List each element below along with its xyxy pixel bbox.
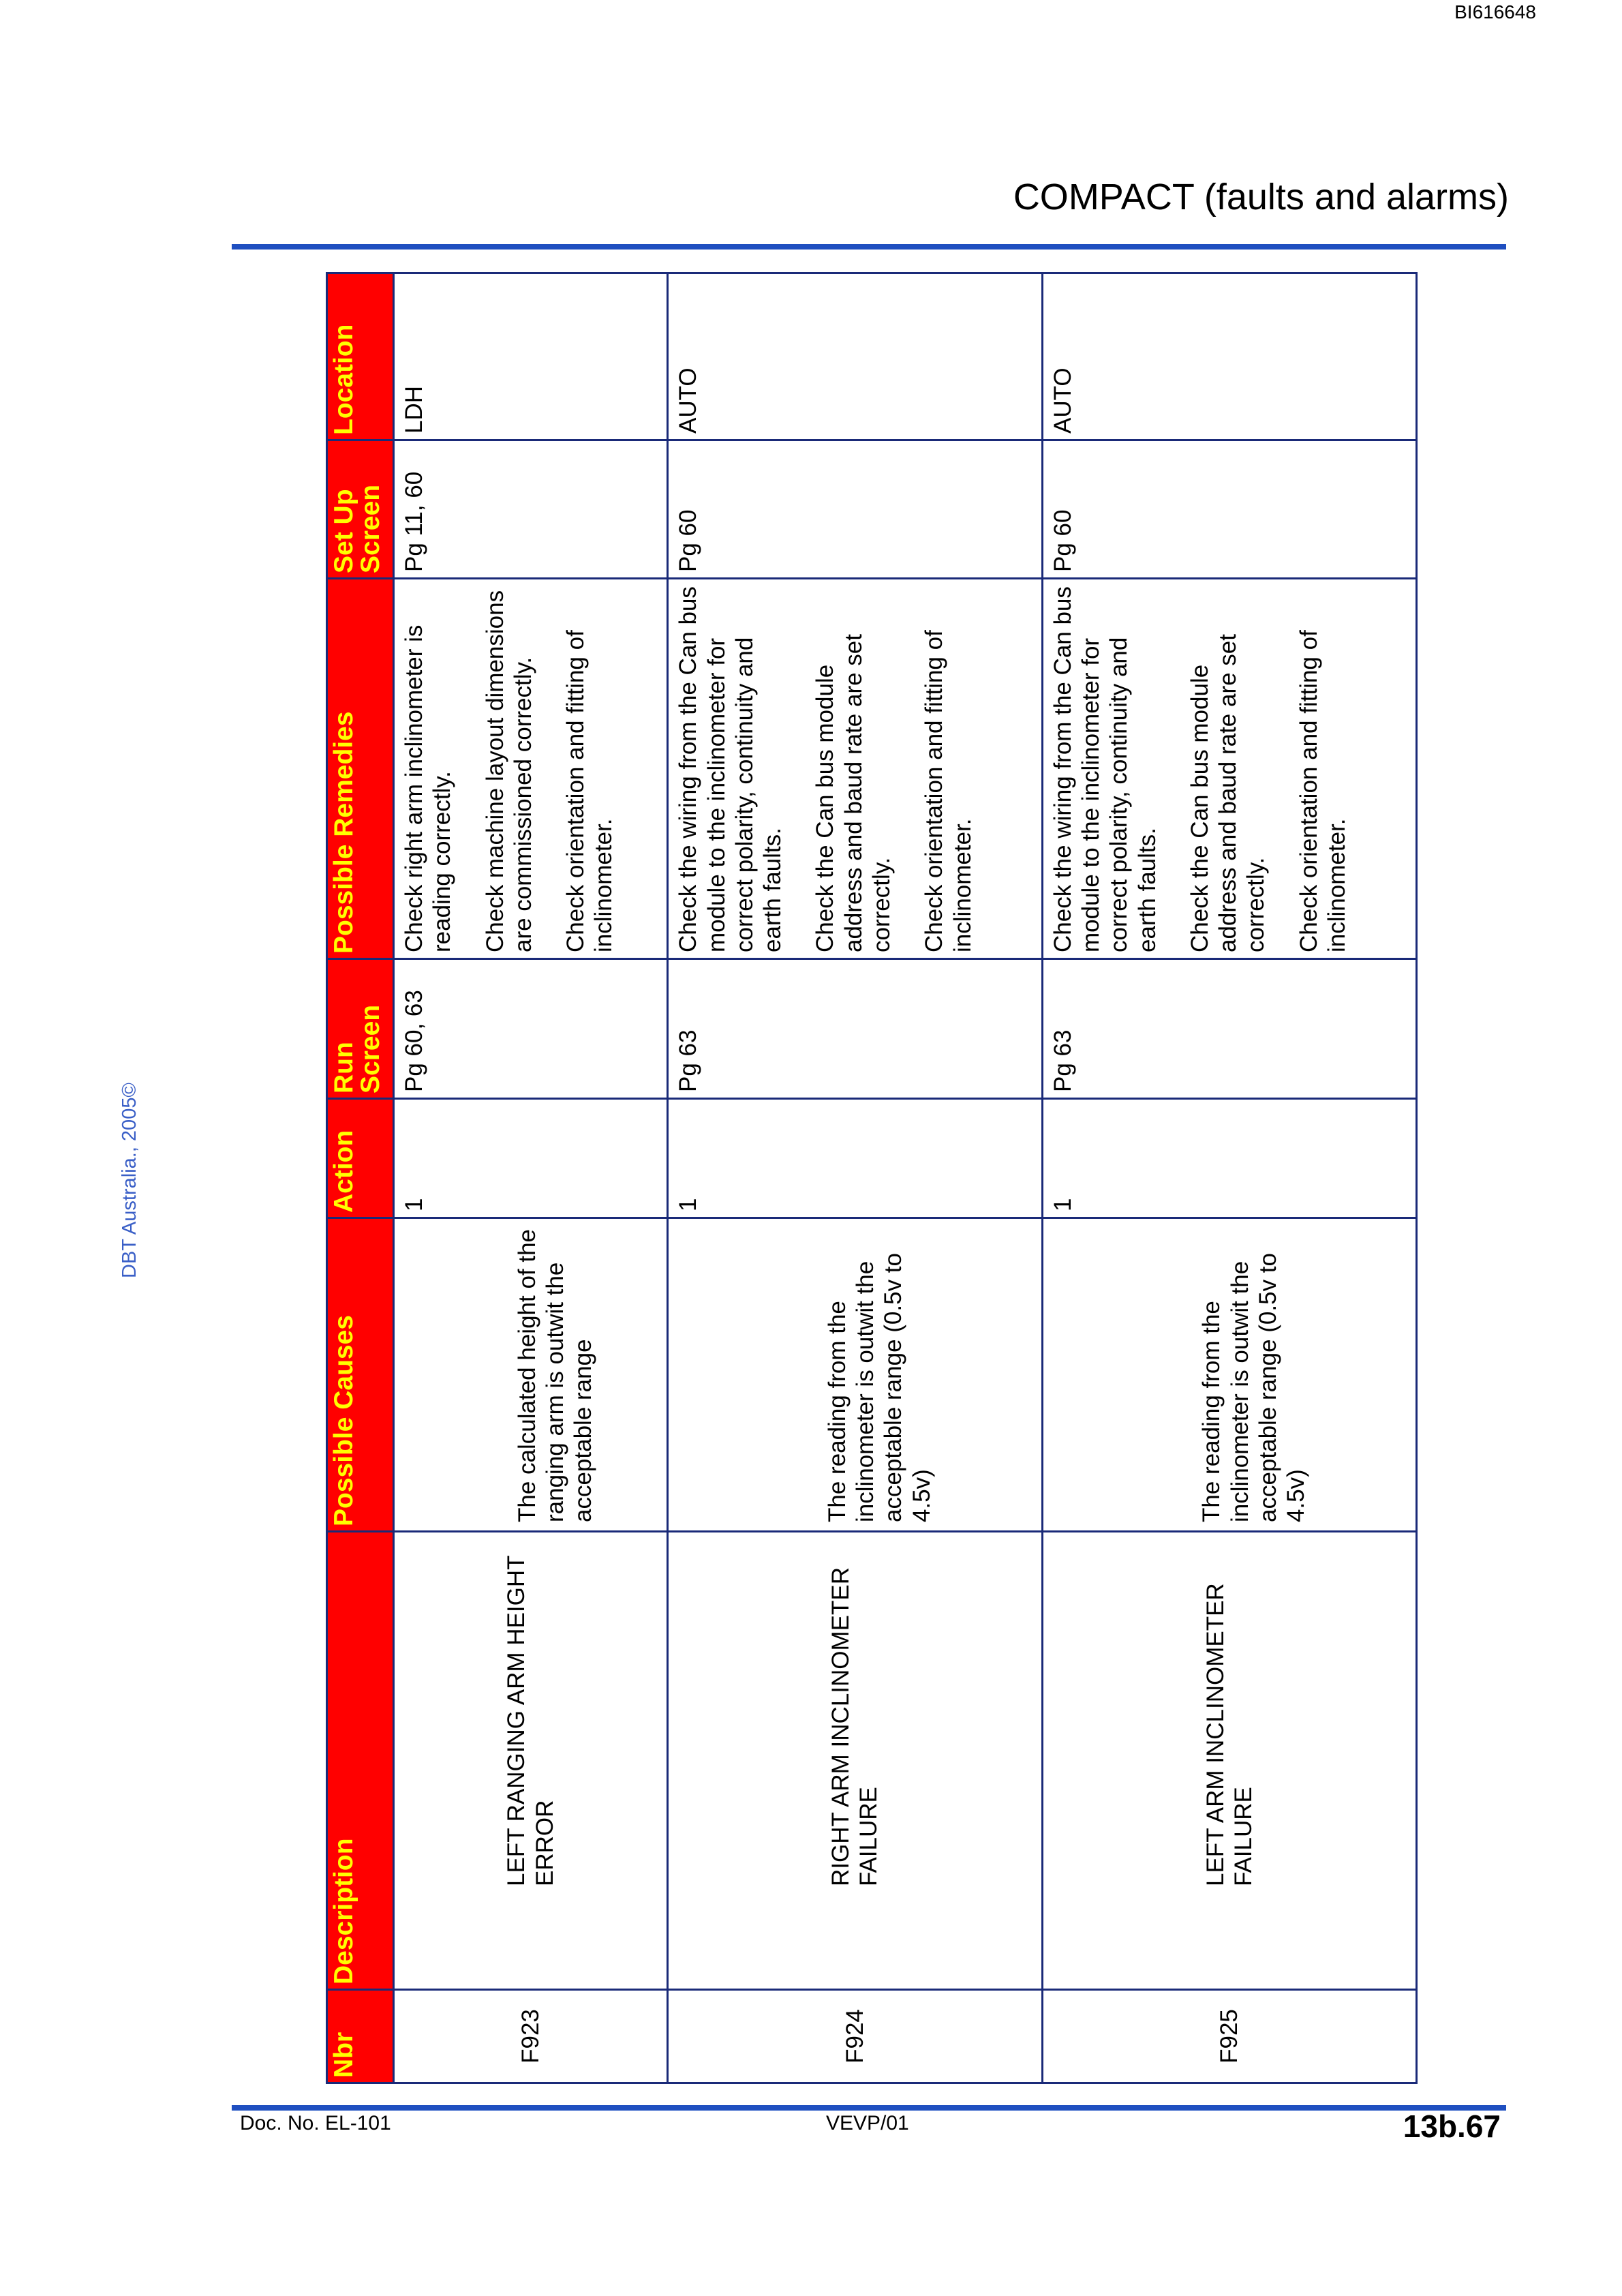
column-header-description: Description (327, 1532, 394, 1990)
fault-location: LDH (394, 273, 668, 440)
fault-remedies (1042, 579, 1416, 959)
faults-table (326, 272, 1418, 2084)
table-row (1042, 273, 1416, 2083)
fault-location: AUTO (1042, 273, 1416, 440)
remedy-item: Check the Can bus module address and baud rate are set correctly. (812, 634, 896, 952)
column-header-action: Action (327, 1099, 394, 1218)
document-version: VEVP/01 (826, 2112, 909, 2134)
faults-table-container (326, 274, 1418, 2084)
fault-description: RIGHT ARM INCLINOMETER FAILURE (668, 1532, 1042, 1990)
column-header-setup-screen: Set Up Screen (327, 440, 394, 579)
fault-causes: The reading from the inclinometer is outwit the acceptable range (0.5v to 4.5v) (668, 1218, 1042, 1532)
remedy-item: Check the Can bus module address and baud rate are set correctly. (1186, 634, 1270, 952)
fault-remedies (394, 579, 668, 959)
fault-description: LEFT ARM INCLINOMETER FAILURE (1042, 1532, 1416, 1990)
fault-run-screen: Pg 63 (668, 959, 1042, 1099)
table-row (394, 273, 668, 2083)
remedy-item: Check orientation and fitting of inclinometer. (562, 630, 617, 952)
remedy-item: Check orientation and fitting of inclinometer. (1295, 630, 1350, 952)
column-header-nbr: Nbr (327, 1990, 394, 2083)
table-header-row (327, 273, 394, 2083)
fault-setup-screen: Pg 11, 60 (394, 440, 668, 579)
fault-causes: The reading from the inclinometer is outwit the acceptable range (0.5v to 4.5v) (1042, 1218, 1416, 1532)
column-header-location: Location (327, 273, 394, 440)
fault-setup-screen: Pg 60 (668, 440, 1042, 579)
document-reference: BI616648 (1454, 1, 1536, 22)
column-header-remedies: Possible Remedies (327, 579, 394, 959)
fault-run-screen: Pg 63 (1042, 959, 1416, 1099)
fault-action: 1 (668, 1099, 1042, 1218)
fault-location: AUTO (668, 273, 1042, 440)
page-title: COMPACT (faults and alarms) (1013, 177, 1509, 217)
table-row (668, 273, 1042, 2083)
remedy-item: Check right arm inclinometer is reading correctly. (401, 624, 456, 952)
header-rule (232, 244, 1506, 250)
remedy-item: Check the wiring from the Can bus module to the inclinometer for correct polarity, continuity and earth faults. (675, 586, 786, 952)
footer-rule (232, 2105, 1506, 2111)
page-number: 13b.67 (1403, 2109, 1501, 2144)
fault-remedies (668, 579, 1042, 959)
column-header-causes: Possible Causes (327, 1218, 394, 1532)
remedy-item: Check the wiring from the Can bus module to the inclinometer for correct polarity, continuity and earth faults. (1049, 586, 1161, 952)
column-header-run-screen: Run Screen (327, 959, 394, 1099)
copyright-note: DBT Australia., 2005© (119, 1083, 140, 1278)
fault-number: F923 (394, 1990, 668, 2083)
fault-causes: The calculated height of the ranging arm is outwit the acceptable range (394, 1218, 668, 1532)
fault-number: F925 (1042, 1990, 1416, 2083)
fault-action: 1 (1042, 1099, 1416, 1218)
fault-action: 1 (394, 1099, 668, 1218)
fault-setup-screen: Pg 60 (1042, 440, 1416, 579)
fault-number: F924 (668, 1990, 1042, 2083)
fault-description: LEFT RANGING ARM HEIGHT ERROR (394, 1532, 668, 1990)
remedy-item: Check orientation and fitting of inclinometer. (921, 630, 976, 952)
remedy-item: Check machine layout dimensions are commissioned correctly. (481, 590, 536, 952)
fault-run-screen: Pg 60, 63 (394, 959, 668, 1099)
document-number: Doc. No. EL-101 (240, 2112, 391, 2134)
